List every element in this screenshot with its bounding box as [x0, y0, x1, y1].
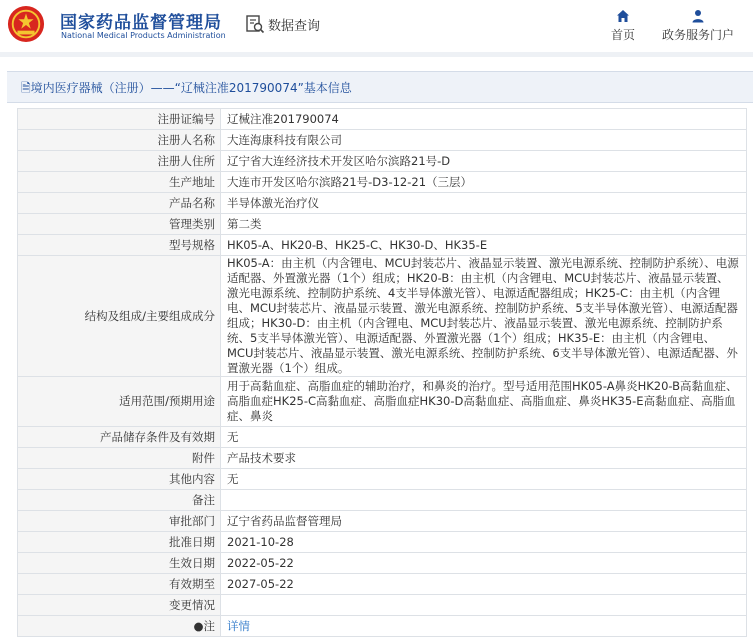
user-icon	[691, 9, 705, 23]
field-label: 型号规格	[18, 235, 221, 256]
field-value: 辽械注准201790074	[221, 109, 747, 130]
field-label: 产品名称	[18, 193, 221, 214]
site-logo-subtitle: National Medical Products Administration	[61, 31, 226, 40]
field-label: 备注	[18, 490, 221, 511]
table-row	[18, 616, 747, 637]
table-row	[18, 172, 747, 193]
field-label: ●注	[18, 616, 221, 637]
table-row	[18, 427, 747, 448]
field-value: 2027-05-22	[221, 574, 747, 595]
table-row	[18, 490, 747, 511]
nav-gov-service[interactable]	[659, 9, 737, 43]
field-value	[221, 616, 747, 637]
table-row	[18, 151, 747, 172]
field-label: 适用范围/预期用途	[18, 377, 221, 427]
data-query-button[interactable]	[245, 14, 320, 34]
table-row	[18, 377, 747, 427]
field-value: 产品技术要求	[221, 448, 747, 469]
field-label: 管理类别	[18, 214, 221, 235]
field-label: 结构及组成/主要组成成分	[18, 256, 221, 377]
details-link[interactable]: 详情	[227, 618, 250, 633]
table-row	[18, 532, 747, 553]
table-row	[18, 553, 747, 574]
table-row	[18, 109, 747, 130]
nav-home-label: 首页	[610, 28, 635, 42]
field-label: 注册人住所	[18, 151, 221, 172]
field-value: 大连市开发区哈尔滨路21号-D3-12-21（三层）	[221, 172, 747, 193]
table-row	[18, 256, 747, 377]
field-label: 附件	[18, 448, 221, 469]
field-value	[221, 595, 747, 616]
page-title	[21, 79, 352, 100]
field-label: 审批部门	[18, 511, 221, 532]
field-value: 无	[221, 469, 747, 490]
field-value: 辽宁省药品监督管理局	[221, 511, 747, 532]
field-label: 生产地址	[18, 172, 221, 193]
site-logo-title[interactable]: 国家药品监督管理局	[60, 13, 222, 33]
field-value: 2021-10-28	[221, 532, 747, 553]
table-row	[18, 214, 747, 235]
field-label: 产品储存条件及有效期	[18, 427, 221, 448]
field-value: 2022-05-22	[221, 553, 747, 574]
table-row	[18, 595, 747, 616]
table-row	[18, 235, 747, 256]
field-label: 变更情况	[18, 595, 221, 616]
field-value: 无	[221, 427, 747, 448]
document-icon: 🗎	[21, 81, 31, 95]
national-emblem-icon	[7, 5, 45, 43]
field-label: 其他内容	[18, 469, 221, 490]
nav-gov-label: 政务服务门户	[661, 28, 734, 42]
field-value: 第二类	[221, 214, 747, 235]
field-label: 注册人名称	[18, 130, 221, 151]
table-row	[18, 469, 747, 490]
field-label: 批准日期	[18, 532, 221, 553]
field-label: 注册证编号	[18, 109, 221, 130]
table-row	[18, 193, 747, 214]
table-row	[18, 448, 747, 469]
page-title-text: 境内医疗器械（注册）——“辽械注准201790074”基本信息	[30, 81, 352, 95]
field-label: 有效期至	[18, 574, 221, 595]
field-value: HK05-A：由主机（内含锂电、MCU封装芯片、液晶显示装置、激光电源系统、控制防护系统）、电源适配器、外置激光器（1个）组成；HK20-B：由主机（内含锂电、MCU封装芯片、液晶显示装置、激光电源系统、控制防护系统、4支半导体激光管）、电源适配器组成；HK25-C：由主机（内含锂电、MCU封装芯片、液晶显示装置、激光电源系统、控制防护系统、5支半导体激光管）、电源适配器组成；HK30-D：由主机（内含锂电、MCU封装芯片、液晶显示装置、激光电源系统、控制防护系统、5支半导体激光管）、电源适配器、外置激光器（1个）组成；HK35-E：由主机（内含锂电、MCU封装芯片、液晶显示装置、激光电源系统、控制防护系统、6支半导体激光管）、电源适配器、外置激光器（1个）组成。	[221, 256, 747, 377]
field-value: 半导体激光治疗仪	[221, 193, 747, 214]
nav-home[interactable]	[603, 9, 643, 43]
home-icon	[616, 9, 630, 23]
detail-table	[17, 108, 747, 637]
field-value	[221, 490, 747, 511]
header-divider	[0, 52, 753, 57]
field-label: 生效日期	[18, 553, 221, 574]
field-value: 用于高黏血症、高脂血症的辅助治疗，和鼻炎的治疗。型号适用范围HK05-A鼻炎HK20-B高黏血症、高脂血症HK25-C高黏血症、高脂血症HK30-D高黏血症、高脂血症、鼻炎HK35-E高黏血症、高脂血症、鼻炎	[221, 377, 747, 427]
page-title-bar	[7, 71, 753, 103]
table-row	[18, 511, 747, 532]
data-query-icon	[245, 14, 265, 34]
data-query-label: 数据查询	[268, 18, 321, 34]
field-value: HK05-A、HK20-B、HK25-C、HK30-D、HK35-E	[221, 235, 747, 256]
site-header	[0, 0, 753, 52]
table-row	[18, 130, 747, 151]
table-row	[18, 574, 747, 595]
field-value: 辽宁省大连经济技术开发区哈尔滨路21号-D	[221, 151, 747, 172]
field-value: 大连海康科技有限公司	[221, 130, 747, 151]
